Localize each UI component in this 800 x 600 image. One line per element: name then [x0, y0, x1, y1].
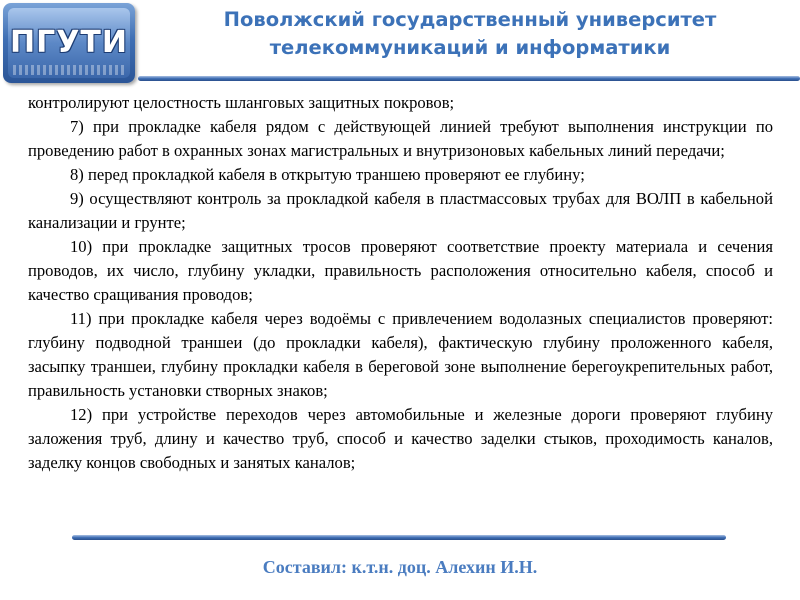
header-divider: [138, 76, 800, 81]
university-title: [140, 6, 800, 62]
paragraph-item-12: 12) при устройстве переходов через автомобильные и железные дороги проверяют глубину заложения труб, длину и качество труб, способ и качество заделки стыков, проходимость каналов, заделку концов свободных и занятых каналов;: [28, 405, 773, 472]
footer-divider: [72, 535, 726, 540]
paragraph-continuation: контролируют целостность шланговых защитных покровов;: [28, 93, 455, 112]
paragraph-item-11: 11) при прокладке кабеля через водоёмы с привлечением водолазных специалистов проверяют: глубину подводной траншеи (до прокладки кабеля), фактическую глубину проложенного кабеля, засыпку траншеи, глубину прокладки кабеля в береговой зоне выполнение берегоукрепительных работ, правильность установки створных знаков;: [28, 309, 773, 400]
university-title-line1: Поволжский государственный университет: [223, 8, 717, 31]
logo-text: ПГУТИ: [10, 25, 128, 60]
paragraph-item-9: 9) осуществляют контроль за прокладкой кабеля в пластмассовых трубах для ВОЛП в кабельной канализации и грунте;: [28, 189, 773, 232]
paragraph-item-8: 8) перед прокладкой кабеля в открытую траншею проверяют ее глубину;: [70, 165, 585, 184]
author-credit: Составил: к.т.н. доц. Алехин И.Н.: [262, 557, 538, 577]
logo-stripes: [13, 65, 125, 75]
paragraph-item-7: 7) при прокладке кабеля рядом с действующей линией требуют выполнения инструкции по проведению работ в охранных зонах магистральных и внутризоновых кабельных линий передачи;: [28, 117, 773, 160]
body-text: [28, 91, 773, 475]
university-title-line2: телекоммуникаций и информатики: [269, 36, 671, 59]
university-logo: [3, 3, 135, 83]
paragraph-item-10: 10) при прокладке защитных тросов проверяют соответствие проекту материала и сечения проводов, их число, глубину укладки, правильность расположения относительно кабеля, способ и качество сращивания проводов;: [28, 237, 773, 304]
